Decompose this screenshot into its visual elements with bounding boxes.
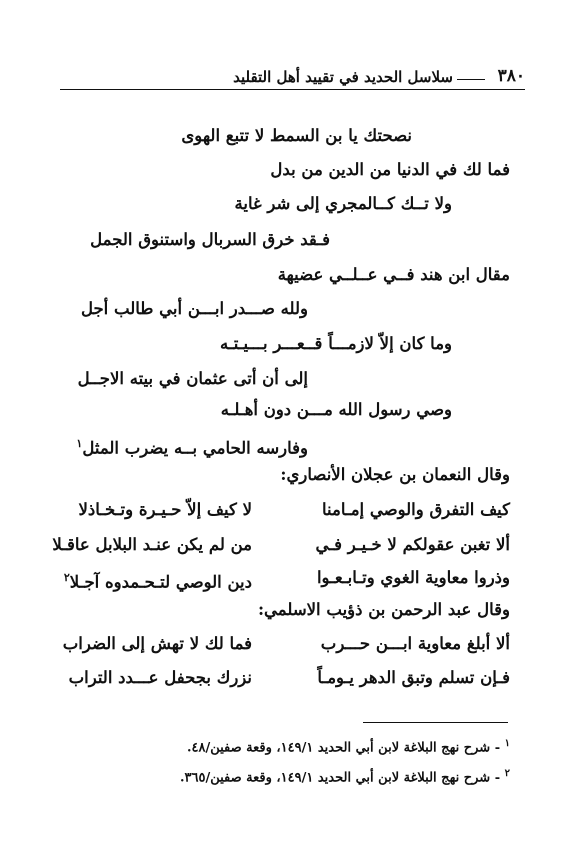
footnote [187, 735, 510, 757]
footnote-separator [363, 722, 508, 723]
verse-line: فما لك في الدنيا من الدين من بدل [270, 160, 510, 179]
footnote [180, 765, 510, 787]
hemistich-right: فـإن تسلم وتبق الدهر يـومـاً [317, 668, 510, 687]
footnote-mark: ١ [504, 738, 510, 749]
verse-line: نصحتك يا بن السمط لا تتبع الهوى [181, 126, 412, 145]
header-rule [60, 89, 525, 90]
hemistich-left: من لم يكن عنـد البلابل عاقـلا [52, 535, 252, 554]
section-heading: وقال النعمان بن عجلان الأنصاري: [280, 465, 510, 484]
page-number: ٣٨٠ [497, 66, 525, 86]
section-heading: وقال عبد الرحمن بن ذؤيب الاسلمي: [257, 600, 510, 619]
hemistich-left: نزرك بجحفل عـــدد التراب [68, 668, 252, 687]
hemistich-right: ألا تغبن عقولكم لا خـيـر فـي [315, 535, 510, 554]
hemistich-right: وذروا معاوية الغوي وتـابـعـوا [316, 568, 510, 587]
header-dash [457, 79, 485, 80]
footnote-mark: ٢ [504, 768, 510, 779]
verse-line: وفارسه الحامي بــه يضرب المثل$^١$ [76, 437, 308, 458]
page-header [60, 60, 525, 88]
hemistich-right: كيف التفرق والوصي إمـامنا [322, 500, 510, 519]
verse-line: فـقد خرق السربال واستنوق الجمل [90, 230, 330, 249]
hemistich-left: لا كيف إلاّ حـيـرة وتـخـاذلا [78, 500, 252, 519]
verse-line: وما كان إلاّ لازمـــاً قــعـــر بـــيـتـه [220, 334, 452, 353]
footnote-ref: ١ [76, 437, 83, 450]
hemistich-right: ألا أبلغ معاوية ابـــن حـــرب [320, 634, 510, 653]
verse-line: ولا تــك كــالمجري إلى شر غاية [234, 194, 452, 213]
running-title: سلاسل الحديد في تقييد أهل التقليد [233, 68, 453, 86]
hemistich-left: دين الوصي لتـحـمدوه آجـلا$^٢$ [63, 571, 252, 592]
verse-line: ولله صـــدر ابـــن أبي طالب أجل [80, 299, 308, 318]
footnote-text: - شرح نهج البلاغة لابن أبي الحديد ١٤٩/١، وقعة صفين/٤٨. [186, 740, 501, 756]
verse-line: إلى أن أتى عثمان في بيته الاجــل [77, 369, 308, 388]
verse-line: وصي رسول الله مـــن دون أهـلـه [220, 400, 452, 419]
footnote-text: - شرح نهج البلاغة لابن أبي الحديد ١٤٩/١، وقعة صفين/٣٦٥. [179, 770, 501, 786]
footnote-ref: ٢ [63, 571, 70, 584]
verse-line: مقال ابن هند فــي عــلــي عضيهة [277, 265, 510, 284]
hemistich-left: فما لك لا تهش إلى الضراب [62, 634, 252, 653]
